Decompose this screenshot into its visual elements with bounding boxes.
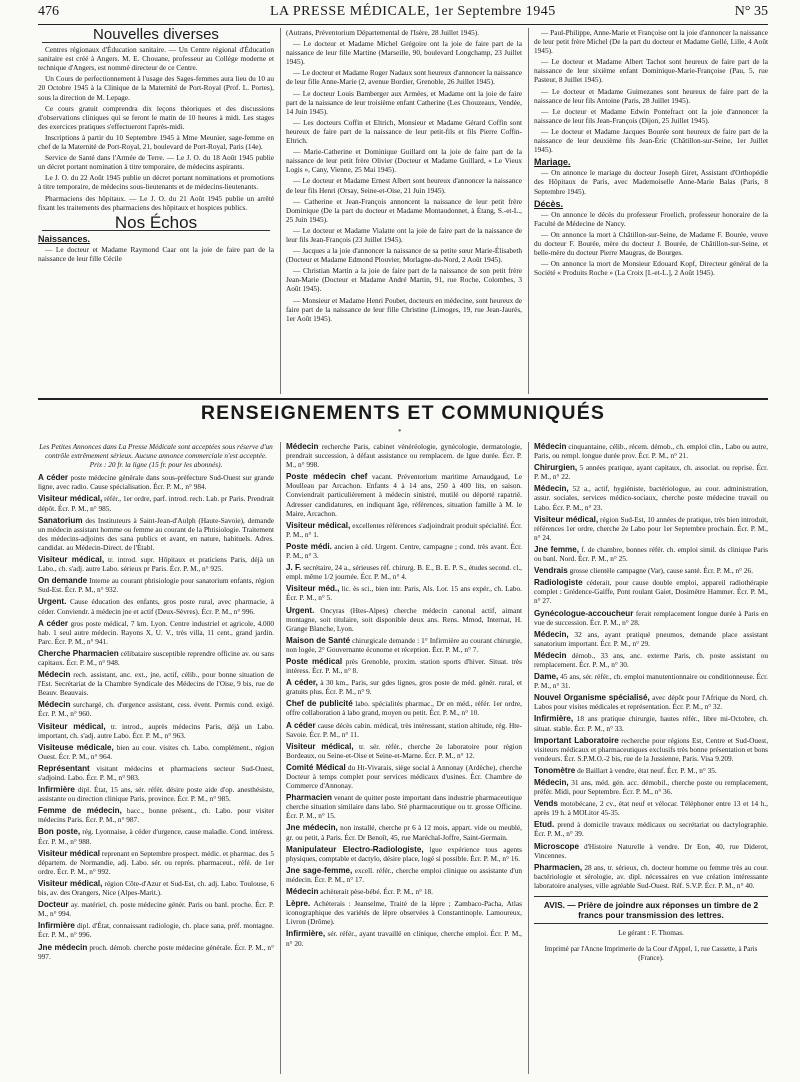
ad-text: ay. matériel, ch. poste médecine génér. Paris ou banl. proche. Écr. P. M., n° 994. [38, 900, 274, 919]
paragraph: — On annonce la mort à Châtillon-sur-Seine, de Madame F. Bourée, veuve du docteur F. Bourée, mère du docteur J. Bourée, de Châtillon-sur-Seine, et belle-mère du docteur Pierre Maugras, de Bourges. [534, 229, 768, 258]
ad-text: tr. sér. référ., cherche 2e laboratoire pour région Bordeaux, ou Seine-et-Oise et Seine-et-Marne. Écr. P. M., n° 12. [286, 741, 522, 760]
column-rule [280, 28, 281, 394]
ad-text: poste médecine générale dans sous-préfecture Sud-Ouest sur grande ligne, avec radio. Cause spécialisation. Écr. P. M., n° 984. [38, 473, 274, 492]
classified-ad [534, 609, 768, 627]
ad-text: non installé, cherche pr 6 à 12 mois, appart. vide ou meublé, gr. ou petit, à Paris. Écr. Dr Benoît, 45, rue Maréchal-Joffre, Saint-Germain. [286, 823, 522, 842]
ad-keyword: Infirmière [38, 785, 75, 795]
manager-line: Le gérant : F. Thomas. [618, 928, 684, 938]
classified-ad [38, 700, 274, 718]
ad-text: excellentes références s'adjoindrait produit spécialité. Écr. P. M., n° 1. [286, 520, 522, 539]
ad-text: de Baillart à vendre, état neuf. Écr. P. M., n° 35. [577, 765, 717, 775]
ad-keyword: Tonomètre [534, 765, 576, 775]
paragraph: — On annonce le décès du professeur Froelich, professeur honoraire de la Faculté de Médecine de Nancy. [534, 209, 768, 228]
ad-keyword: Comité Médical [286, 762, 346, 772]
ad-keyword: Pharmacien [286, 793, 332, 803]
header-rule [38, 24, 768, 25]
ad-keyword: Poste médical [286, 656, 343, 666]
classified-ad [38, 670, 274, 697]
ad-text: à 30 km., Paris, sur gdes lignes, gros poste de méd. génér. rural, et gratuits plus. Écr. P. M., n° 9. [286, 678, 522, 697]
kicker-mariage: Mariage. [534, 157, 571, 168]
classified-ad [38, 555, 274, 573]
ad-text: proch. démob. cherche poste médecine générale. Écr. P. M., n° 997. [38, 942, 274, 961]
paragraph: Un Cours de perfectionnement à l'usage des Sages-femmes aura lieu du 10 au 20 Octobre 1945 à la Clinique de la Maternité de Port-Royal (Prof. L. Portes), sous la direction de M. Lepage. [38, 74, 274, 102]
page-number: 476 [38, 4, 59, 19]
classified-ad [38, 743, 274, 761]
ad-keyword: Microscope [534, 841, 579, 851]
ad-keyword: Médecin [286, 887, 319, 897]
ad-text: 32 ans, ayant pratiqué pneumos, demande place assistant sanatorium important. Écr. P. M., n° 29. [534, 629, 768, 648]
paragraph: — Christian Martin a la joie de faire part de la naissance de son petit frère Jean-Marie (Docteur et Madame André Martin, 91, rue Roche, Colombes, 3 Août 1945). [286, 266, 522, 294]
ad-text: recherche Paris, cabinet vénéréologie, gynécologie, dermatologie, prendrait succession, à défaut assistance ou remplacem. de lgue durée. Écr. P. M., n° 998. [286, 442, 522, 470]
ad-text: référ., 1er ordre, parf. introd. rech. Lab. pr Paris. Prendrait dépôt. Écr. P. M., n° 985. [38, 494, 274, 513]
classified-ad [534, 578, 768, 605]
ad-keyword: Infirmière [38, 921, 75, 931]
ad-keyword: On demande [38, 576, 88, 586]
ad-keyword: Sanatorium [38, 515, 83, 525]
classifieds-column-3 [534, 442, 768, 1074]
ad-keyword: Visiteur médical, [38, 494, 103, 504]
classified-ad [286, 823, 522, 841]
classified-ad [38, 576, 274, 594]
paragraph: — Le docteur et Madame Guimezanes sont heureux de faire part de la naissance de leur fils Antoine (Paris, 28 Juillet 1945). [534, 86, 768, 105]
classified-ad [534, 736, 768, 763]
ad-keyword: Pharmacien, [534, 862, 583, 872]
classifieds-intro: Les Petites Annonces dans La Presse Médicale sont acceptées sous réserve d'un contrôle extrêmement sérieux. Aucune annonce commerciale n'est acceptée. Prix : 20 fr. la ligne (15 fr. pour les abonnés). [39, 442, 273, 470]
classified-ad [534, 484, 768, 511]
ad-keyword: Visiteur médical, [286, 520, 351, 530]
column-mariage-deces [534, 28, 768, 396]
ad-text: reprenant en Septembre prospect. médic. et pharmac. des 5 départem. de Normandie, adj. Labo. sér. ou représ. pharmaceut., réfé. de 1er ordre. Écr. P. M., n° 992. [38, 848, 274, 876]
classified-ad [286, 472, 522, 517]
ad-text: 28 ans, tr. sérieux, ch. docteur homme ou femme très au cour. bactériologie et sérologie, av. dipl. nécessaires en vue création intéressante laboratoire analyses, ville agréable Sud-Ouest. Réf. S.V.P. Écr. P. M., n° 40. [534, 862, 768, 890]
paragraph: — Le docteur et Madame Roger Nadaux sont heureux d'annoncer la naissance de leur fille Anne-Marie (2, avenue Bordier, Grenoble, 26 Juillet 1945). [286, 68, 522, 87]
ad-keyword: Poste médi. [286, 541, 332, 551]
ad-text: d'Histoire Naturelle à vendre. Dr Eon, 40, rue Diderot, Vincennes. [534, 841, 768, 860]
classified-ad [534, 799, 768, 817]
ad-keyword: Médecin, [534, 484, 569, 494]
ad-text: dipl. État, 15 ans, sér. référ. désire poste aide d'op. anesthésiste, assistante ou direction clinique Paris, province. Écr. P. M., n° 985. [38, 785, 274, 804]
column-rule [528, 28, 529, 394]
section-divider [38, 398, 768, 400]
section-title-nouvelles: Nouvelles diverses [93, 28, 219, 43]
ad-keyword: Etud. [534, 820, 555, 830]
journal-title: LA PRESSE MÉDICALE, 1er Septembre 1945 [270, 4, 556, 19]
ad-text: grosse clientèle campagne (Var), cause santé. Écr. P. M., n° 26. [569, 566, 754, 576]
ad-keyword: Visiteur méd., [286, 584, 340, 594]
ad-keyword: Jne médecin [38, 942, 88, 952]
printer-imprint: Imprimé par l'Ancne Imprimerie de la Cour d'Appel, 1, rue Cassette, à Paris (France). [544, 945, 758, 963]
classifieds-column-2 [286, 442, 522, 1074]
paragraph: Pharmaciens des hôpitaux. — Le J. O. du 21 Août 1945 publie un arrêté fixant les traitements des pharmaciens des hôpitaux et hospices publics. [38, 193, 274, 212]
ad-keyword: Visiteuse médicale, [38, 742, 114, 752]
ad-text: motobécane, 2 cv., état neuf et vélocar. Téléphoner entre 13 et 14 h., après 19 h. à MOLitor 45-35. [534, 799, 768, 818]
paragraph: — Le docteur Louis Bamberger aux Armées, et Madame ont la joie de faire part de la naissance de leur troisième enfant Catherine (Les Chouzeaux, Vendée, 14 Juin 1945). [286, 88, 522, 116]
classified-ad [534, 515, 768, 542]
paragraph: — Le docteur et Madame Albert Tachot sont heureux de faire part de la naissance de leur sixième enfant Dominique-Marie-Françoise (Pau, 5, rue Pasteur, 8 Juillet 1945). [534, 57, 768, 85]
ad-text: Cause éducation des enfants, gros poste rural, avec pharmacie, à céder. Conviendr. à médecin jne et actif (Deux-Sèvres). Écr. P. M., n° 996. [38, 597, 274, 616]
classified-ad [286, 793, 522, 820]
ad-text: labo. spécialités pharmac., Dr en méd., référ. 1er ordre, offre collaboration à labo grand, moyen ou petit. Écr. P. M., n° 10. [286, 699, 522, 718]
ad-text: secrétaire, 24 a., sérieuses réf. chirurg. B. E., B. E. P. S., études second. cl., empl. même 1/2 journée. Écr. P. M., n° 4. [286, 563, 522, 582]
ad-keyword: A céder, [286, 678, 318, 688]
ad-text: cinquantaine, célib., récem. démob., ch. emploi clin., Labo ou autre, Paris, ou rempl. longue durée prov. Écr. P. M., n° 21. [534, 442, 768, 461]
ad-keyword: Lèpre. [286, 899, 311, 909]
classified-ad [286, 845, 522, 863]
ad-text: dipl. d'État, connaissant radiologie, ch. place sana, préf. montagne. Écr. P. M., n° 996. [38, 921, 274, 940]
classified-ad [286, 563, 522, 581]
paragraph: — Jacques a la joie d'annoncer la naissance de sa petite sœur Marie-Élisabeth (Docteur et Madame Edmond Plouvier, Morlagne-du-Nord, 2 Août 1945). [286, 246, 522, 265]
column-nouvelles [38, 28, 274, 396]
classified-ad [286, 721, 522, 739]
classified-ad [286, 929, 522, 947]
ad-text: prend à domicile travaux médicaux ou secrétariat ou dactylographie. Écr. P. M., n° 39. [534, 820, 768, 839]
running-header [38, 2, 768, 24]
ad-keyword: J. F. [286, 563, 302, 573]
ad-text: bacc., bonne présent., ch. Labo. pour visiter médecins Paris. Écr. P. M., n° 987. [38, 806, 274, 825]
classified-ad [534, 842, 768, 860]
ad-text: des Instituteurs à Saint-Jean-d'Aulph (Haute-Savoie), demande un médecin assistant homme ou femme au courant de la Phtisiologie. Traitement des médecins-adjoints des sana publics et avant, en nature, habituels. Adres. candidat. au Médecin-Direct. de l'Établ. [38, 515, 274, 552]
ad-keyword: Important Laboratoire [534, 735, 619, 745]
classified-ad [286, 521, 522, 539]
ad-text: 31 ans, méd. gén. acc. démobil., cherche poste ou remplacement, préfér. Midi, pour Septembre. Écr. P. M., n° 36. [534, 778, 768, 797]
classified-ad [534, 651, 768, 669]
ad-text: chirurgicale demande : 1° Infirmière au courant chirurgie, non logée, 2° Gouvernante économe et réception. Écr. P. M., n° 7. [286, 635, 522, 654]
ad-keyword: Vends [534, 799, 558, 809]
ad-keyword: Manipulateur Electro-Radiologiste, [286, 844, 424, 854]
classified-ad [534, 566, 768, 575]
ad-keyword: Dame, [534, 672, 559, 682]
column-rule [280, 442, 281, 1074]
classified-ad [38, 921, 274, 939]
classified-ad [286, 542, 522, 560]
paragraph: Centres régionaux d'Éducation sanitaire. — Un Centre régional d'Éducation sanitaire est créé à Angers. M. E. Chouane, professeur au Collège moderne et technique d'Angers, est nommé directeur de ce Centre. [38, 45, 274, 73]
ad-keyword: Chef de publicité [286, 699, 353, 709]
paragraph: (Autrans, Préventorium Départemental de l'Isère, 28 Juillet 1945). [286, 28, 480, 37]
paragraph: — Le docteur et Madame Raymond Caar ont la joie de faire part de la naissance de leur fille Cécile [38, 244, 274, 263]
ad-keyword: Jne médecin, [286, 823, 338, 833]
paragraph: — Le docteur et Madame Edwin Pontefract ont la joie d'annoncer la naissance de leur fils Jean-François (Dijon, 25 Juillet 1945). [534, 106, 768, 125]
ornament: * [398, 428, 402, 436]
classified-ad [534, 863, 768, 890]
classified-ad [38, 597, 274, 615]
ad-text: 45 ans, sér. référ., ch. emploi manutentionnaire ou conditionneuse. Écr. P. M., n° 31. [534, 672, 768, 691]
ad-keyword: A céder [286, 720, 316, 730]
classified-ad [534, 714, 768, 732]
ad-text: célibataire susceptible reprendre officine av. ou sans capitaux. Écr. P. M., n° 948. [38, 648, 274, 667]
ad-keyword: Représentant [38, 763, 90, 773]
ad-keyword: Visiteur médical, [534, 514, 599, 524]
ad-keyword: Médecin [534, 442, 567, 451]
ad-text: Oncyras (Htes-Alpes) cherche médecin canonal actif, aimant montagne, soit titulaire, soit disponible deux ans. Rens. Mmod, Internat, H. Grange Blanche, Lyon. [286, 605, 522, 633]
classified-ad [38, 806, 274, 824]
paragraph: — Les docteurs Coffin et Eltrich, Monsieur et Madame Gérard Coffin sont heureux de faire part de la naissance de leur petit-fils et fils Pierre Coffin-Eltrich. [286, 117, 522, 146]
ad-text: lic. ès sci., bien intr. Paris, Als. Lor. 15 ans expér., ch. Labo. Écr. P. M., n° 5. [286, 584, 522, 603]
ad-keyword: Médecin [38, 670, 71, 680]
paragraph: — Le docteur et Madame Vialatte ont la joie de faire part de la naissance de leur fils Jean-François (23 Juillet 1945). [286, 225, 522, 244]
paragraph: Ce cours gratuit comprendra dix leçons théoriques et des discussions d'observations cliniques qui se feront le matin de 10 heures à midi. Les stages des exercices pratiques s'effectueront l'après-midi. [38, 103, 274, 131]
ad-text: achèterait pèse-bébé. Écr. P. M., n° 18. [320, 887, 433, 897]
ad-text: bien au cour. visites ch. Labo. complément., région Ouest. Écr. P. M., n° 964. [38, 742, 274, 761]
ad-keyword: Jne femme, [534, 544, 579, 554]
ad-keyword: Médecin, [534, 778, 569, 787]
ad-keyword: Cherche Pharmacien [38, 648, 119, 658]
paragraph: — Paul-Philippe, Anne-Marie et Françoise ont la joie d'annoncer la naissance de leur petit frère Michel (De la part du docteur et Madame Gellé, Lille, 4 Août 1945). [534, 28, 768, 56]
ad-keyword: Médecin [38, 700, 71, 710]
classified-ad [534, 442, 768, 460]
ad-text: démob., 33 ans, anc. externe Paris, ch. poste assistant ou remplacement. Écr. P. M., n° 30. [534, 650, 768, 669]
ad-keyword: Médecin, [534, 629, 569, 639]
ad-keyword: Infirmière, [534, 714, 574, 724]
column-naissances [286, 28, 522, 396]
ad-text: ferait remplacement longue durée à Paris en vue de succession. Écr. P. M., n° 28. [534, 608, 768, 627]
ad-text: ancien à céd. Urgent. Centre, campagne ; cond. très avant. Écr. P. M., n° 3. [286, 541, 522, 561]
ad-text: céderait, pour cause double emploi, appareil radiothérapie complet : Grédence-Gaiffe, Pont roulant Gaiet, Dosimètre Hammer. Écr. P. M., n° 27. [534, 578, 768, 606]
paragraph: — On annonce le mariage du docteur Joseph Giret, Assistant d'Orthopédie des Hôpitaux de Paris, avec Mademoiselle Anne-Marie Balas (Paris, 8 Septembre 1945). [534, 168, 768, 196]
notice-box: AVIS. — Prière de joindre aux réponses un timbre de 2 francs pour transmission des lettres. [534, 896, 768, 924]
classified-ad [286, 899, 522, 926]
ad-text: rech. assistant, anc. ext., jne, actif, célib., pour bonne situation de l'Est. Secrétariat de la Chambre Syndicale des Médecins de l'Oise, 9 bis, rue de Beauv. Beauvais. [38, 670, 274, 698]
classified-ad [286, 584, 522, 602]
ad-text: tr. introd., auprès médecins Paris, déjà un Labo. important, ch. s'adj. autre Labo. Écr. P. M., n° 963. [38, 721, 274, 740]
classified-ad [38, 764, 274, 782]
classified-ad [286, 657, 522, 675]
paragraph: — Le docteur et Madame Ernest Albert sont heureux d'annoncer la naissance de leur fils Henri (Orsay, Seine-et-Oise, 21 Juin 1945). [286, 176, 522, 195]
ad-keyword: Jne sage-femme, [286, 865, 353, 875]
ad-keyword: Nouvel Organisme spécialisé, [534, 693, 650, 703]
ad-keyword: Visiteur médical, [38, 878, 103, 888]
column-rule [528, 442, 529, 1074]
paragraph: — Le docteur et Madame Michel Grégoire ont la joie de faire part de la naissance de leur fille Martine (Marseille, 90, boulevard Longchamp, 23 Juillet 1945). [286, 39, 522, 67]
ad-keyword: Poste médecin chef [286, 472, 368, 482]
ad-keyword: Femme de médecin, [38, 806, 122, 816]
ad-text: 52 a., actif, hygiéniste, bactériologue, au cour. administration, assur. sociales, services médico-sociaux, cherche poste médecine travail ou Labo. Écr. P. M., n° 23. [534, 484, 768, 512]
classified-ad [38, 722, 274, 740]
paragraph: Le J. O. du 22 Août 1945 publie un décret portant nominations et promotions à titre temporaire, de médecins sous-lieutenants et de médecins-lieutenants. [38, 173, 274, 192]
ad-text: avec dépôt pour l'Afrique du Nord, ch. Labos pour visites médicales et représentation. Écr. P. M., n° 32. [534, 693, 768, 712]
classifieds-column-1 [38, 442, 274, 1074]
classified-ad [286, 442, 522, 469]
ad-keyword: Bon poste, [38, 827, 81, 837]
classified-ad [286, 763, 522, 790]
ad-text: recherche pour régions Est, Centre et Sud-Ouest, visiteurs médicaux et pharmaceutiques exclusifs très bonne présentation et bons vendeurs. Écr. S.P.M.O.-2 bis, rue de la Jussienne, Paris. Visa 9.209. [534, 735, 768, 763]
ad-keyword: Maison de Santé [286, 635, 351, 645]
classified-ad [286, 866, 522, 884]
classified-ad [38, 785, 274, 803]
ad-keyword: Vendrais [534, 566, 568, 576]
ad-text: 5 années pratique, ayant capitaux, ch. associat. ou reprise. Écr. P. M., n° 22. [534, 463, 768, 482]
ad-text: f. de chambre, bonnes référ. ch. emploi simil. ds clinique Paris ou banl. Nord. Écr. P. M., n° 25. [534, 544, 768, 564]
classified-ad [286, 606, 522, 633]
ad-text: du Ht-Vivarais, siège social à Annonay (Ardèche), cherche Docteur à temps complet pour services médicaux d'usines. Écr. Chambre de Commerce d'Annonay. [286, 762, 522, 791]
classified-ad [534, 778, 768, 796]
classified-ad [38, 619, 274, 646]
ad-text: 18 ans pratique chirurgie, hautes référ., libre mi-Octobre, ch. situat. stable. Écr. P. M., n° 33. [534, 714, 768, 733]
ad-text: visitant médecins et pharmaciens secteur Sud-Ouest, s'adjoind. Labo. Écr. P. M., n° 983. [38, 763, 274, 782]
ad-keyword: Visiteur médical, [38, 721, 106, 731]
classified-ad [286, 742, 522, 760]
kicker-naissances: Naissances. [38, 233, 91, 244]
paragraph: — Marie-Catherine et Dominique Guillard ont la joie de faire part de la naissance de leur petit frère Olivier (Docteur et Madame Guillard, « Le Vieux Logis », Cany, Vienne, 25 Mai 1945). [286, 147, 522, 175]
ad-keyword: A céder [38, 618, 69, 628]
classified-ad [38, 849, 274, 876]
classified-ad [38, 494, 274, 512]
section-title-renseignements: RENSEIGNEMENTS ET COMMUNIQUÉS [200, 402, 606, 424]
classified-ad [38, 943, 274, 961]
classified-ad [534, 766, 768, 775]
classified-ad [286, 887, 522, 896]
ad-text: région Sud-Est, 10 années de pratique, très bien introduit, références 1er ordre, cherche 2e Labo pour 1er Septembre prochain. Écr. P. M., n° 24. [534, 514, 768, 542]
classified-ad [38, 827, 274, 845]
ad-keyword: Infirmière, [286, 929, 326, 939]
paragraph: — On annonce la mort de Monsieur Edouard Kopf, Directeur général de la Société « Produits Roche » (La Croix [I.-et-L.], 2 Août 1945). [534, 259, 768, 278]
ad-keyword: Visiteur médical [38, 848, 100, 858]
classified-ad [38, 516, 274, 552]
ad-text: rég. Lyonnaise, à céder d'urgence, cause maladie. Cond. intéress. Écr. P. M., n° 988. [38, 827, 274, 846]
ad-text: gros poste médical, 7 km. Lyon. Centre industriel et agricole, 4.000 hab. 1 seul autre médecin. Rayons X, U. V., très villa, 11 cent., grand jardin. Parc. Écr. P. M., n° 941. [38, 618, 274, 646]
classified-ad [534, 672, 768, 690]
ad-keyword: Médecin [286, 442, 319, 451]
ad-text: cause décès cabin. médical, très intéressant, station altitude, rég. Hte-Savoie. Écr. P. M., n° 11. [286, 720, 522, 739]
ad-text: vacant. Préventorium maritime Arnaudgaud, Le Moulleau par Arcachon. Enfants 4 à 14 ans, 250 à 400 lits, en saison. Conviendrait particulièrement à médecin sinistré, mutilé ou déporté rapatrié. Adresser candidatures, en indiquant âge, références, situation famille à M. le Maire, Arcachon. [286, 472, 522, 518]
paragraph: Service de Santé dans l'Armée de Terre. — Le J. O. du 18 Août 1945 publie un décret portant nomination à titre temporaire, de médecins aspirants. [38, 153, 274, 172]
paragraph: Inscriptions à partir du 10 Septembre 1945 à Mme Meunier, sage-femme en chef de la Maternité de Port-Royal, 21, boulevard de Port-Royal, Paris (14e). [38, 132, 274, 152]
ad-text: surchargé, ch. d'urgence assistant, cess. évent. Permis cond. exigé. Écr. P. M., n° 960. [38, 700, 274, 719]
classified-ad [38, 473, 274, 491]
ad-keyword: Radiologiste [534, 578, 583, 588]
ad-keyword: A céder [38, 473, 69, 483]
ad-keyword: Chirurgien, [534, 463, 578, 473]
ad-text: excell. référ., cherche emploi clinique ou assistante d'un médecin. Écr. P. M., n° 17. [286, 865, 522, 884]
ad-text: sér. référ., ayant travaillé en clinique, cherche emploi. Écr. P. M., n° 20. [286, 929, 522, 948]
ad-text: Interne au courant phtisiologie pour sanatorium enfants, région Sud-Est. Écr. P. M., n° 932. [38, 576, 274, 595]
classified-ad [286, 636, 522, 654]
classified-ad [38, 900, 274, 918]
classified-ad [38, 879, 274, 897]
ad-keyword: Visiteur médical, [38, 555, 105, 565]
ad-keyword: Gynécologue-accoucheur [534, 608, 634, 618]
classified-ad [534, 693, 768, 711]
ad-text: lgue expérience tous agents physiques, comptable et dactylo, désire place, logé si possible. Écr. P. M., n° 16. [286, 844, 522, 863]
section-title-echos: Nos Échos [114, 212, 198, 232]
ad-keyword: Médecin [534, 650, 567, 660]
ad-text: Achèterais : Jeanselme, Traité de la lèpre ; Zambaco-Pacha, Atlas iconographique des variétés de lèpre observées à Constantinople. Lamoureux, Livron (Drôme). [286, 899, 522, 927]
classified-ad [286, 699, 522, 717]
paragraph: — Monsieur et Madame Henri Poubet, docteurs en médecine, sont heureux de faire part de la naissance de leur fille Christine (Limoges, 19, rue Jean-Jaurès, 1er Août 1945). [286, 295, 522, 323]
classified-ad [534, 820, 768, 838]
classified-ad [534, 545, 768, 563]
classified-ad [534, 630, 768, 648]
ad-keyword: Docteur [38, 900, 69, 910]
paragraph: — Catherine et Jean-François annoncent la naissance de leur petit frère Dominique (De la part du docteur et Madame Montaudonnet, à Étang, S.-et-L., 25 Juin 1945). [286, 196, 522, 224]
classified-ad [286, 678, 522, 696]
ad-text: région Côte-d'Azur et Sud-Est, ch. adj. Labo. Toulouse, 6 bis, av. des Orangers, Nice (Alpes-Marit.). [38, 878, 274, 898]
ad-text: tr. introd. supr. Hôpitaux et praticiens Paris, déjà un Labo., ch. s'adj. autre Labo. sérieux pr Paris. Écr. P. M., n° 925. [38, 555, 274, 574]
ad-keyword: Urgent. [286, 605, 315, 615]
ad-text: près Grenoble, proxim. station sports d'hiver. Situat. très intéress. Écr. P. M., n° 8. [286, 656, 522, 676]
kicker-deces: Décès. [534, 198, 564, 209]
ad-keyword: Urgent. [38, 597, 67, 607]
ad-text: venant de quitter poste important dans industrie pharmaceutique cherche situation similaire dans labo. Sté pharmaceutique ou tr. grosse Officine. Écr. P. M., n° 15. [286, 793, 522, 821]
paragraph: — Le docteur et Madame Jacques Bourée sont heureux de faire part de la naissance de leur deuxième fils Jean-Éric (Châtillon-sur-Seine, 1er Juillet 1945). [534, 126, 768, 155]
issue-number: N° 35 [734, 4, 768, 19]
classified-ad [38, 649, 274, 667]
classified-ad [534, 463, 768, 481]
ad-keyword: Visiteur médical, [286, 741, 354, 751]
